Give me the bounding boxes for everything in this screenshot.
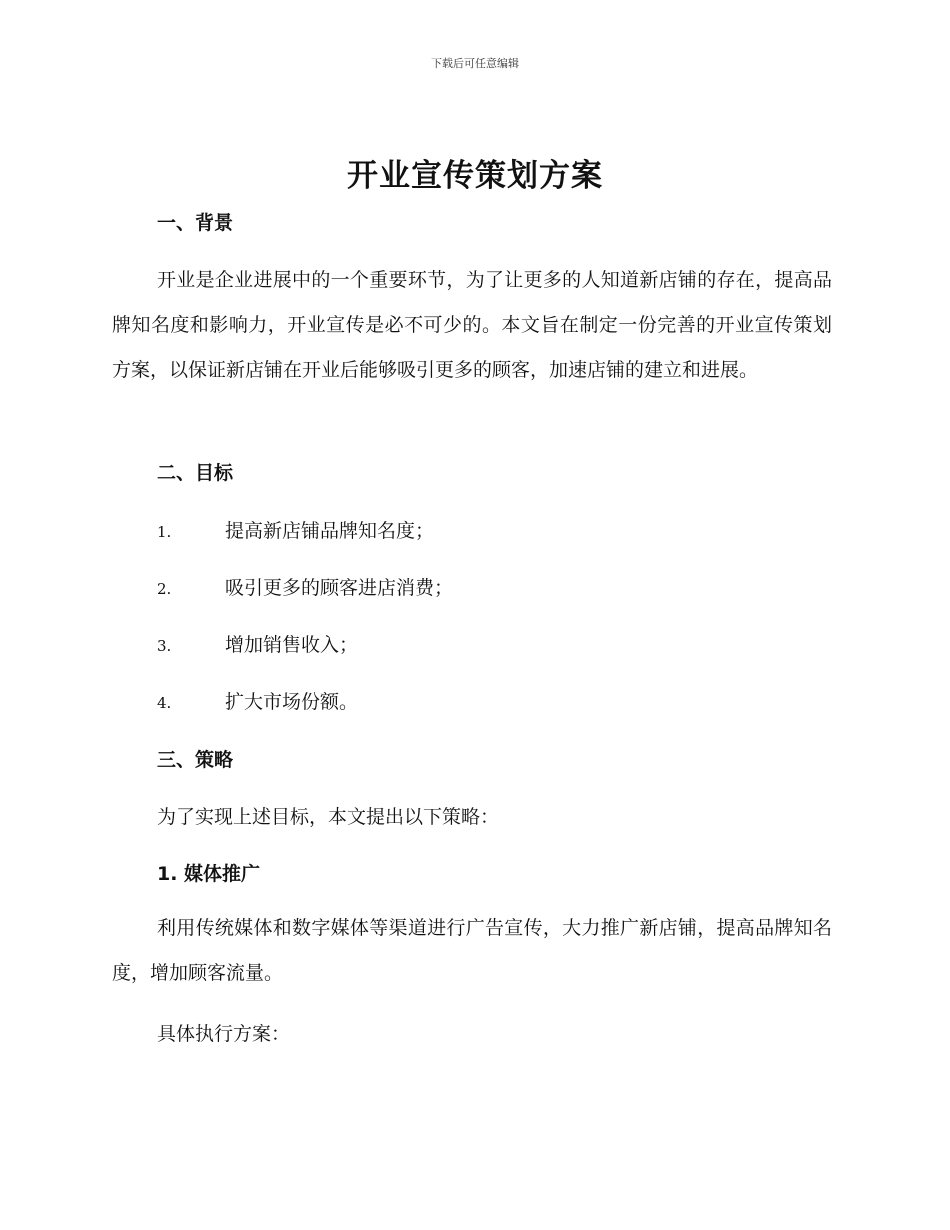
strategy-intro: 为了实现上述目标，本文提出以下策略：: [157, 806, 500, 828]
header-note: 下载后可任意编辑: [431, 57, 519, 70]
goal-list-item: [157, 516, 434, 542]
goal-list-item: [157, 630, 358, 656]
goal-list-item: [157, 687, 358, 713]
goal-text: 增加销售收入；: [225, 634, 359, 656]
media-paragraph: 利用传统媒体和数字媒体等渠道进行广告宣传，大力推广新店铺，提高品牌知名度，增加顾客流量。: [112, 917, 832, 984]
goal-text: 吸引更多的顾客进店消费；: [225, 577, 454, 599]
goal-number: 1.: [157, 523, 172, 541]
goal-number: 4.: [157, 694, 172, 712]
subsection-heading-media: 1. 媒体推广: [157, 863, 261, 885]
goal-text: 扩大市场份额。: [225, 691, 359, 713]
goal-number: 2.: [157, 580, 172, 598]
goal-number: 3.: [157, 637, 172, 655]
document-title: 开业宣传策划方案: [347, 158, 603, 194]
section-heading-background: 一、背景: [157, 212, 234, 234]
plan-label: 具体执行方案：: [157, 1023, 291, 1045]
goal-text: 提高新店铺品牌知名度；: [225, 520, 435, 542]
goal-list-item: [157, 573, 453, 599]
section-heading-goals: 二、目标: [157, 462, 234, 484]
background-paragraph: 开业是企业进展中的一个重要环节，为了让更多的人知道新店铺的存在，提高品牌知名度和影响力，开业宣传是必不可少的。本文旨在制定一份完善的开业宣传策划方案，以保证新店铺在开业后能够吸引更多的顾客，加速店铺的建立和进展。: [112, 269, 832, 381]
section-heading-strategy: 三、策略: [157, 749, 234, 771]
